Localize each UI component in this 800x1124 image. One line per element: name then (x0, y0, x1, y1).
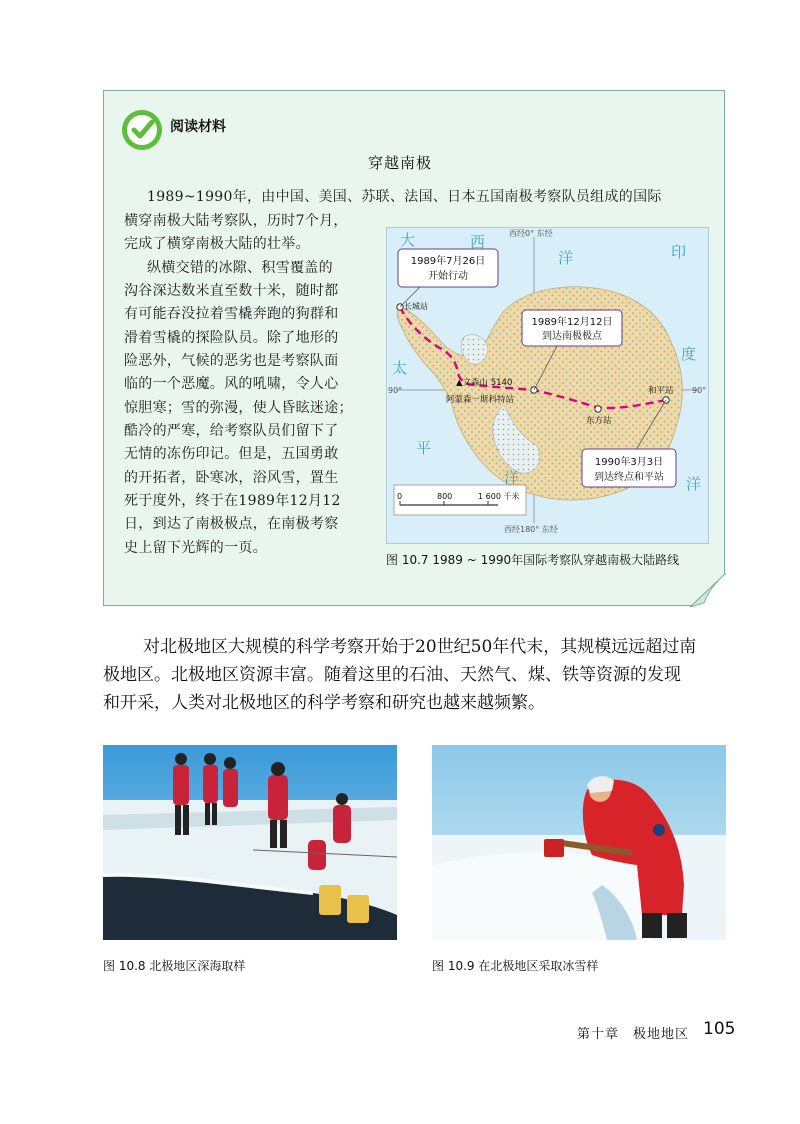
ocean-char: 太 (392, 359, 408, 377)
reading-line: 1989~1990年，由中国、美国、苏联、法国、日本五国南极考察队员组成的国际 (147, 189, 662, 205)
reading-line: 完成了横穿南极大陆的壮举。 (124, 236, 310, 252)
page-fold-corner (690, 573, 726, 607)
meridian-bottom-label: 西经180° 东经 (504, 525, 558, 534)
reading-line: 险恶外，气候的恶劣也是考察队面 (124, 353, 339, 369)
reading-title: 穿越南极 (367, 154, 432, 172)
reading-line: 无情的冻伤印记。但是，五国勇敢 (124, 446, 339, 462)
callout-start-date: 1989年7月26日 (410, 256, 486, 267)
scale-label: 800 (437, 492, 453, 501)
antarctica-route-map (386, 227, 709, 544)
chapter-title: 第十章 极地地区 (577, 1027, 690, 1042)
paragraph-line: 和开采，人类对北极地区的科学考察和研究也越来越频繁。 (103, 693, 545, 713)
reading-badge-label: 阅读材料 (170, 119, 226, 135)
reading-line: 临的一个恶魔。风的吼啸，令人心 (124, 376, 339, 392)
callout-end-date: 1990年3月3日 (594, 457, 664, 468)
callout-start-text: 开始行动 (428, 271, 468, 282)
callout-end-text: 到达终点和平站 (594, 472, 664, 483)
reading-line: 有可能吞没拉着雪橇奔跑的狗群和 (124, 306, 339, 322)
longitude-west-label: 90° (388, 386, 403, 395)
ocean-char: 平 (416, 439, 432, 457)
page-number: 105 (703, 1019, 736, 1039)
reading-line: 酷冷的严寒，给考察队员们留下了 (124, 423, 339, 439)
reading-badge-icon (120, 108, 164, 152)
amundsen-scott-station-label: 阿蒙森－斯科特站 (446, 395, 515, 405)
main-paragraph (103, 633, 743, 717)
reading-line: 史上留下光辉的一页。 (124, 540, 267, 556)
callout-pole-date: 1989年12月12日 (531, 317, 613, 328)
paragraph-line: 极地区。北极地区资源丰富。随着这里的石油、天然气、煤、铁等资源的发现 (103, 665, 681, 685)
scale-label: 0 (397, 492, 403, 501)
ocean-char: 印 (671, 243, 687, 261)
reading-line: 死于度外，终于在1989年12月12 (124, 493, 341, 509)
great-wall-station-label: 长城站 (404, 302, 428, 311)
reading-line: 惊胆寒；雪的弥漫，使人昏眩迷途； (124, 400, 353, 416)
meridian-top-label: 西经0° 东经 (509, 229, 553, 238)
reading-line: 滑着雪橇的探险队员。除了地形的 (124, 330, 339, 346)
reading-line: 日，到达了南极极点，在南极考察 (124, 516, 339, 532)
callout-pole-text: 到达南极极点 (542, 331, 602, 342)
ocean-char: 洋 (504, 469, 520, 487)
photo-ice-snow-sampling (432, 745, 726, 940)
paragraph-line: 对北极地区大规模的科学考察开始于20世纪50年代末，其规模远远超过南 (143, 637, 697, 657)
mirny-station-label: 和平站 (648, 386, 674, 396)
ocean-char: 大 (400, 231, 416, 249)
photo-caption-1: 图 10.8 北极地区深海取样 (103, 959, 246, 973)
longitude-east-label: 90° (692, 386, 707, 395)
map-caption: 图 10.7 1989 ~ 1990年国际考察队穿越南极大陆路线 (386, 553, 680, 567)
reading-line: 的开拓者，卧寒冰，浴风雪，置生 (124, 470, 339, 486)
photo-caption-2: 图 10.9 在北极地区采取冰雪样 (432, 959, 599, 973)
reading-line: 横穿南极大陆考察队，历时7个月， (124, 213, 348, 229)
reading-line: 沟谷深达数米直至数十米，随时都 (124, 283, 339, 299)
vinson-massif-label: ▲文森山 5140 (456, 378, 513, 388)
ocean-char: 西 (470, 233, 486, 251)
vostok-station-label: 东方站 (586, 416, 612, 426)
ocean-char: 洋 (686, 475, 702, 493)
ocean-char: 度 (681, 345, 697, 363)
ocean-char: 洋 (558, 249, 574, 267)
photo-deep-sea-sampling (103, 745, 397, 940)
scale-label: 1 600 千米 (478, 492, 520, 501)
reading-line: 纵横交错的冰隙、积雪覆盖的 (147, 260, 333, 276)
